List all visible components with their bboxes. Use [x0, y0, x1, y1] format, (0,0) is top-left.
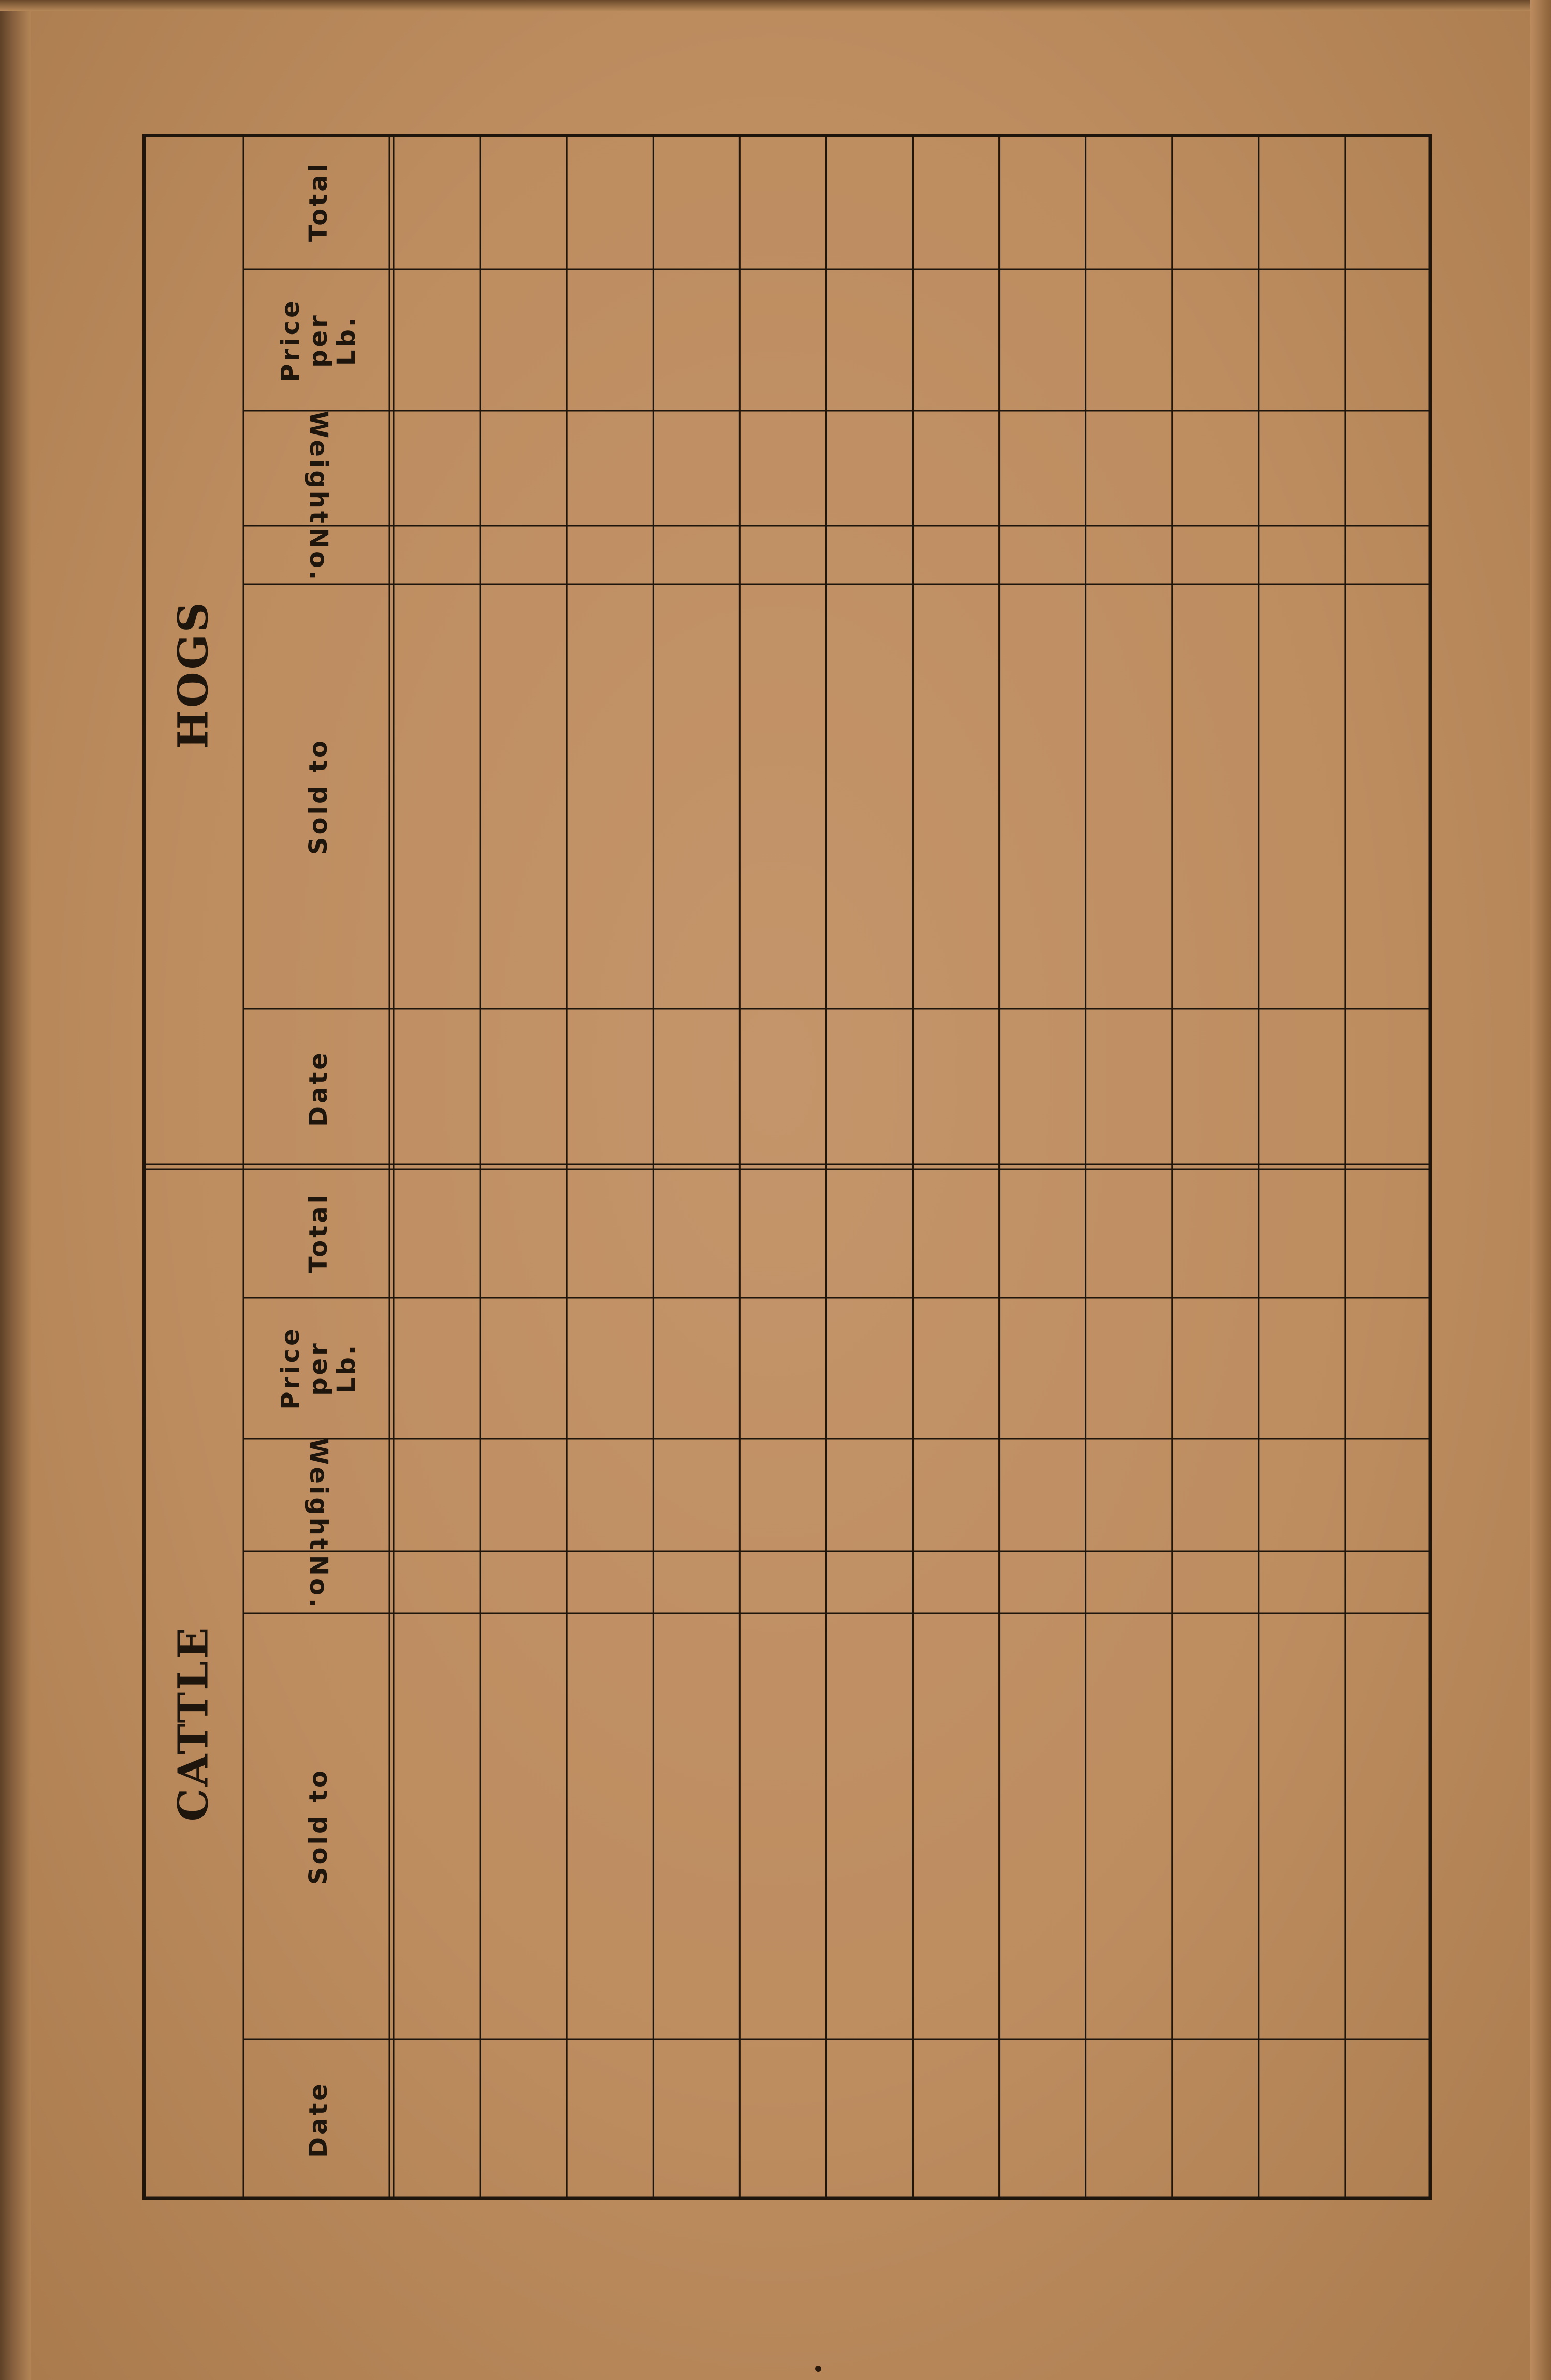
cattle-header-total: Total: [304, 1192, 334, 1274]
cattle-header-price-line3: Lb.: [332, 1342, 361, 1394]
section-title-hogs: HOGS: [168, 600, 218, 749]
page-right-edge: [1530, 0, 1551, 2380]
hogs-header-price-per-lb: [277, 278, 360, 402]
cattle-header-weight: Weight: [303, 1438, 333, 1552]
hogs-header-weight: Weight: [303, 411, 333, 526]
hogs-header-sold-to: Sold to: [304, 738, 333, 855]
cattle-header-price-line2: per: [304, 1341, 333, 1396]
hogs-header-price-line3: Lb.: [332, 314, 361, 366]
ledger-grid: [142, 134, 1432, 2200]
hogs-header-total: Total: [304, 161, 334, 242]
cattle-header-price-per-lb: [277, 1306, 360, 1430]
page-mark: [815, 2366, 821, 2372]
cattle-header-price-line1: Price: [276, 1326, 305, 1410]
sales-ledger-form: [142, 134, 1432, 2200]
cattle-header-no: No.: [304, 1555, 334, 1610]
hogs-header-price-line2: per: [304, 312, 333, 368]
hogs-header-date: Date: [303, 1050, 333, 1127]
page-top-edge: [0, 0, 1551, 11]
page-binding-edge: [0, 0, 31, 2380]
section-title-cattle: CATTLE: [168, 1625, 218, 1822]
cattle-header-date: Date: [303, 2081, 333, 2158]
cattle-header-sold-to: Sold to: [304, 1767, 333, 1885]
hogs-header-price-line1: Price: [276, 298, 305, 382]
hogs-header-no: No.: [304, 527, 334, 583]
